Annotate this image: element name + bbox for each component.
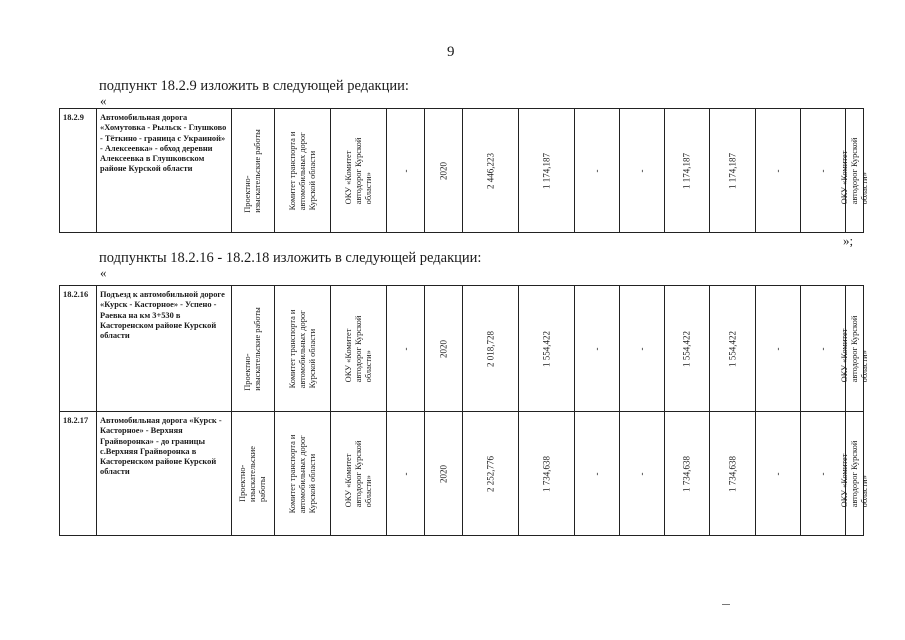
customer-line: Курской области	[307, 328, 317, 388]
section1-heading: подпункт 18.2.9 изложить в следующей редакции:	[99, 78, 409, 94]
work-type	[232, 109, 275, 233]
contractor-line: автодорог Курской	[353, 315, 363, 382]
work-type-text	[243, 307, 263, 391]
value-cell-text: -	[400, 347, 411, 350]
value-cell	[575, 109, 620, 233]
value-cell-text: 1 554,422	[727, 330, 738, 367]
total-cost-text: 2 446,223	[485, 152, 496, 189]
work-type-line: Проектно-	[242, 174, 252, 213]
value-cell	[665, 109, 710, 233]
responsible	[839, 412, 869, 536]
responsible-line: ОКУ «Комитет	[839, 453, 849, 507]
customer	[275, 412, 331, 536]
responsible-line: ОКУ «Комитет	[839, 150, 849, 204]
value-cell-text: -	[636, 169, 647, 172]
row-number: 18.2.17	[60, 412, 97, 536]
value-cell-text: -	[636, 472, 647, 475]
table-row	[60, 286, 864, 412]
responsible-line: области»	[859, 171, 869, 204]
year-text: 2020	[438, 464, 449, 483]
value-cell	[756, 412, 801, 536]
value-cell	[387, 286, 425, 412]
work-type	[232, 412, 275, 536]
value-cell-text: 1 174,187	[541, 152, 552, 189]
contractor	[331, 286, 387, 412]
contractor-text	[343, 440, 373, 507]
value-cell	[575, 286, 620, 412]
value-cell-text: 1 174,187	[727, 152, 738, 189]
value-cell	[801, 109, 846, 233]
section1-open-quote: «	[100, 93, 107, 108]
value-cell-text: -	[591, 169, 602, 172]
value-cell	[519, 109, 575, 233]
customer-line: Курской области	[307, 150, 317, 210]
contractor-line: автодорог Курской	[353, 137, 363, 204]
customer	[275, 109, 331, 233]
customer-text	[287, 434, 317, 513]
object-name: Подъезд к автомобильной дороге «Курск - Касторное» - Успено - Раевка на км 3+530 в Касторенском районе Курской области	[97, 286, 232, 412]
value-cell	[665, 286, 710, 412]
value-cell-text: 1 554,422	[681, 330, 692, 367]
responsible	[839, 109, 869, 233]
value-cell-text: 1 734,638	[727, 455, 738, 492]
value-cell-text: -	[772, 347, 783, 350]
value-cell	[620, 109, 665, 233]
responsible-line: ОКУ «Комитет	[839, 328, 849, 382]
contractor-line: ОКУ «Комитет	[343, 328, 353, 382]
responsible-line: автодорог Курской	[849, 315, 859, 382]
value-cell-text: -	[400, 472, 411, 475]
customer-line: Курской области	[307, 453, 317, 513]
year	[425, 109, 463, 233]
table-row	[60, 412, 864, 536]
work-type-line: изыскательские	[247, 445, 257, 502]
year	[425, 286, 463, 412]
value-cell-text: -	[636, 347, 647, 350]
value-cell	[756, 109, 801, 233]
section1-close-quote: »;	[843, 233, 854, 248]
value-cell	[620, 286, 665, 412]
value-cell-text: -	[772, 169, 783, 172]
value-cell-text: 1 734,638	[681, 455, 692, 492]
year-text: 2020	[438, 161, 449, 180]
page-number: 9	[447, 44, 455, 60]
value-cell	[756, 286, 801, 412]
total-cost	[463, 412, 519, 536]
customer-text	[287, 309, 317, 388]
contractor-line: автодорог Курской	[353, 440, 363, 507]
value-cell-text: -	[817, 472, 828, 475]
year-text: 2020	[438, 339, 449, 358]
table-18-2-16-18	[59, 285, 869, 536]
responsible-line: области»	[859, 349, 869, 382]
row-number: 18.2.16	[60, 286, 97, 412]
value-cell-text: -	[591, 347, 602, 350]
scan-mark	[722, 604, 730, 605]
value-cell	[710, 412, 756, 536]
responsible	[839, 286, 869, 412]
value-cell	[387, 109, 425, 233]
value-cell-text: -	[817, 169, 828, 172]
contractor	[331, 412, 387, 536]
customer	[275, 286, 331, 412]
responsible-text	[839, 137, 869, 204]
year	[425, 412, 463, 536]
value-cell	[519, 412, 575, 536]
work-type-text	[238, 446, 268, 502]
customer-line: автомобильных дорог	[297, 131, 307, 210]
value-cell	[387, 412, 425, 536]
value-cell	[575, 412, 620, 536]
value-cell	[710, 286, 756, 412]
responsible-line: автодорог Курской	[849, 137, 859, 204]
contractor-text	[343, 137, 373, 204]
work-type-line: изыскательские работы	[253, 306, 262, 391]
contractor-line: области»	[363, 171, 373, 204]
customer-line: Комитет транспорта и	[287, 131, 297, 210]
contractor-line: ОКУ «Комитет	[343, 150, 353, 204]
value-cell-text: 1 734,638	[541, 455, 552, 492]
value-cell	[710, 109, 756, 233]
total-cost	[463, 109, 519, 233]
work-type-line: Проектно-	[237, 464, 247, 502]
customer-line: Комитет транспорта и	[287, 309, 297, 388]
value-cell-text: 1 174,187	[681, 152, 692, 189]
value-cell-text: 1 554,422	[541, 330, 552, 367]
total-cost-text: 2 018,728	[485, 330, 496, 367]
customer-line: Комитет транспорта и	[287, 434, 297, 513]
section2-heading: подпункты 18.2.16 - 18.2.18 изложить в следующей редакции:	[99, 250, 482, 266]
customer-line: автомобильных дорог	[297, 309, 307, 388]
contractor-line: ОКУ «Комитет	[343, 453, 353, 507]
value-cell	[519, 286, 575, 412]
object-name: Автомобильная дорога «Курск - Касторное» - Верхняя Грайворонка» - до границы с.Верхняя Грайворонка в Касторенском районе Курской области	[97, 412, 232, 536]
value-cell-text: -	[772, 472, 783, 475]
contractor-line: области»	[363, 474, 373, 507]
responsible-line: области»	[859, 474, 869, 507]
customer-text	[287, 131, 317, 210]
responsible-text	[839, 315, 869, 382]
contractor-line: области»	[363, 349, 373, 382]
value-cell-text: -	[817, 347, 828, 350]
work-type-line: изыскательские работы	[253, 128, 262, 213]
value-cell-text: -	[400, 169, 411, 172]
work-type	[232, 286, 275, 412]
section2-open-quote: «	[100, 265, 107, 280]
table-18-2-9	[59, 108, 869, 233]
responsible-text	[839, 440, 869, 507]
total-cost	[463, 286, 519, 412]
object-name: Автомобильная дорога «Хомутовка - Рыльск - Глушково - Тёткино - граница с Украиной» - Алексеевка» - обход деревни Алексеевка в Глушковском районе Курской области	[97, 109, 232, 233]
contractor	[331, 109, 387, 233]
work-type-line: работы	[258, 475, 268, 502]
table-row	[60, 109, 864, 233]
total-cost-text: 2 252,776	[485, 455, 496, 492]
work-type-line: Проектно-	[242, 352, 252, 391]
value-cell	[620, 412, 665, 536]
work-type-text	[243, 129, 263, 213]
value-cell	[801, 286, 846, 412]
value-cell	[801, 412, 846, 536]
contractor-text	[343, 315, 373, 382]
value-cell-text: -	[591, 472, 602, 475]
responsible-line: автодорог Курской	[849, 440, 859, 507]
value-cell	[665, 412, 710, 536]
customer-line: автомобильных дорог	[297, 434, 307, 513]
row-number: 18.2.9	[60, 109, 97, 233]
